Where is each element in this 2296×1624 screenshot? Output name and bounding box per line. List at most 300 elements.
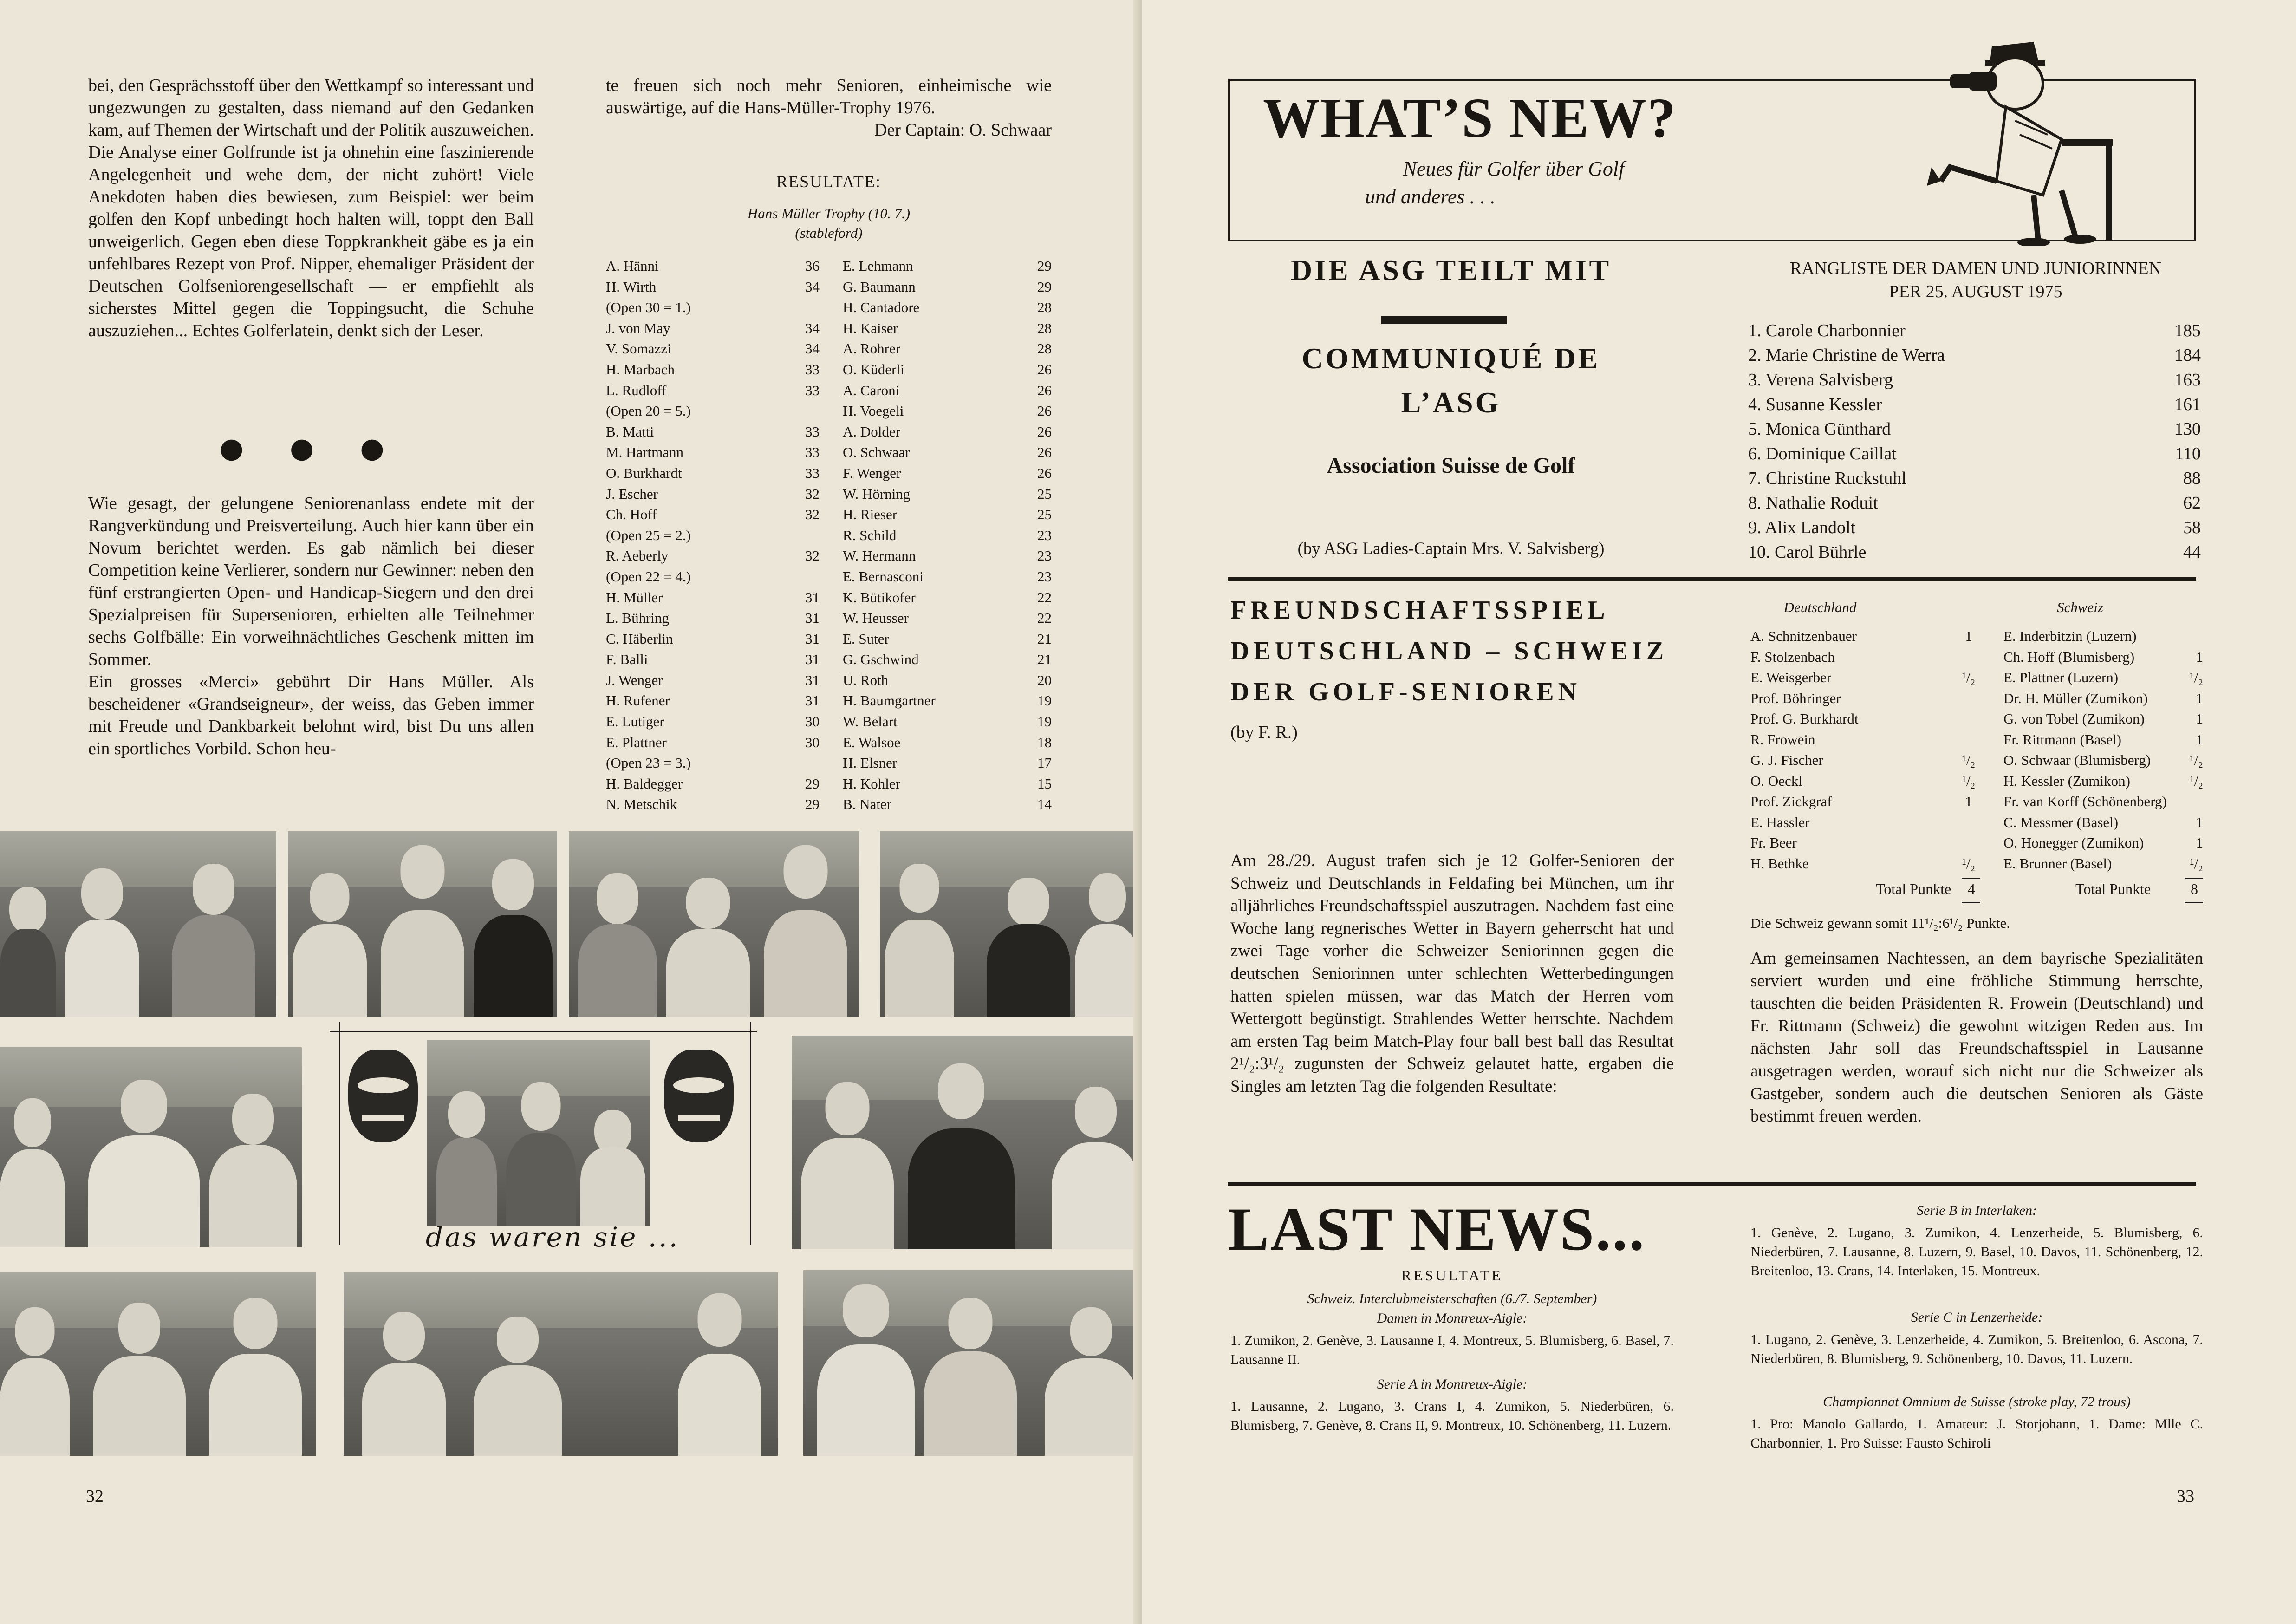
match-player-ch: Fr. Rittmann (Basel) (2003, 731, 2122, 748)
asg-title-rule (1381, 316, 1507, 324)
result-name: H. Voegeli (843, 403, 904, 419)
result-points: 29 (1037, 258, 1052, 274)
result-row (606, 401, 820, 422)
result-points: 19 (1037, 713, 1052, 730)
match-points-de: 1 (1965, 793, 1972, 809)
result-row (606, 504, 820, 525)
match-player-de: Fr. Beer (1750, 835, 1797, 851)
match-points-de: ¹/₂ (1962, 855, 1976, 872)
ranking-name: 5. Monica Günthard (1748, 419, 1891, 439)
ranking-name: 4. Susanne Kessler (1748, 395, 1882, 414)
result-name: B. Nater (843, 796, 892, 813)
match-player-de: E. Weisgerber (1750, 669, 1832, 685)
result-name: H. Wirth (606, 278, 657, 295)
result-name: H. Rufener (606, 692, 670, 709)
match-points-de (1945, 647, 1992, 668)
ranking-name: 1. Carole Charbonnier (1748, 321, 1906, 340)
ranking-name: 8. Nathalie Roduit (1748, 493, 1878, 513)
ranking-list (1748, 319, 2201, 565)
group-photo-6 (427, 1040, 650, 1226)
result-name: N. Metschik (606, 796, 677, 813)
result-points: 34 (805, 340, 820, 357)
result-name: V. Somazzi (606, 340, 671, 357)
match-points-de (1945, 709, 1992, 730)
result-points: 34 (805, 320, 820, 336)
result-row (606, 629, 820, 650)
friendship-article (1230, 850, 1674, 1098)
match-player-de: A. Schnitzenbauer (1750, 628, 1857, 644)
result-points: 33 (805, 361, 820, 378)
match-player-ch: Ch. Hoff (Blumisberg) (2003, 648, 2135, 665)
match-points-de (1945, 812, 1992, 833)
result-points: 33 (805, 444, 820, 461)
match-row (1750, 812, 2203, 833)
ranking-title-1: RANGLISTE DER DAMEN UND JUNIORINNEN (1789, 259, 2162, 278)
result-points: 31 (805, 651, 820, 668)
result-points: 23 (1037, 527, 1052, 543)
dinner-text: Am gemeinsamen Nachtessen, an dem bayrische Spezialitäten serviert wurden und eine fröhliche Stimmung herrschte, tauschten die beiden Präsidenten R. Frowein (Deutschland) und Fr. Rittmann (Schweiz) die gewohnt witzigen Reden aus. Im nächsten Jahr soll das Freundschaftsspiel in Lausanne ausgetragen werden, worauf sich nicht nur die Schweizer als Gastgeber, sondern auch die deutschen Senioren als Gäste bestimmt freuen werden. (1750, 949, 2203, 1126)
column2-intro: te freuen sich noch mehr Senioren, einheimische wie auswärtige, auf die Hans-Müller-Trophy 1976. (606, 76, 1052, 117)
article-paragraph-2: Wie gesagt, der gelungene Seniorenanlass endete mit der Rangverkündung und Preisverteilung. Auch hier kann über ein Novum berichtet werden. Es gab nämlich bei dieser Competition keine Verlierer, sondern nur Gewinner: neben den fünf erstrangierten Open- und Handicap-Siegern und den drei Spezialpreisen für Supersenioren, erhielten alle Teilnehmer sechs Golfbälle: Ein vorweihnächtliches Geschenk mitten im Sommer. (88, 494, 534, 669)
result-name: G. Gschwind (843, 651, 919, 668)
result-name: E. Suter (843, 630, 889, 647)
match-player-de: R. Frowein (1750, 731, 1815, 748)
result-name: H. Müller (606, 589, 663, 606)
match-player-de: E. Hassler (1750, 814, 1810, 830)
result-row (843, 753, 1052, 774)
result-name: B. Matti (606, 423, 654, 440)
total-row (1750, 880, 2203, 904)
match-player-ch: C. Messmer (Basel) (2003, 814, 2119, 830)
result-name: J. Wenger (606, 672, 663, 688)
result-name: M. Hartmann (606, 444, 684, 461)
match-player-ch: E. Brunner (Basel) (2003, 855, 2112, 872)
result-name: U. Roth (843, 672, 889, 688)
results-subtitle-2: (stableford) (795, 225, 863, 241)
match-player-ch: O. Schwaar (Blumisberg) (2003, 752, 2151, 768)
serie-b-heading: Serie B in Interlaken: (1916, 1203, 2037, 1218)
ranking-row (1748, 319, 2201, 343)
result-row (606, 649, 820, 670)
group-photo-2 (288, 831, 557, 1017)
damen-results: 1. Zumikon, 2. Genève, 3. Lausanne I, 4. Montreux, 5. Blumisberg, 6. Basel, 7. Lausanne II. (1230, 1333, 1674, 1367)
result-points: 26 (1037, 464, 1052, 481)
friendship-title-3: DER GOLF-SENIOREN (1230, 678, 1581, 706)
result-points: 31 (805, 610, 820, 626)
total-de: 4 (1968, 880, 1975, 897)
match-points-ch: ¹/₂ (2190, 772, 2203, 789)
page-number-right: 33 (2177, 1487, 2194, 1506)
group-photo-8 (0, 1272, 316, 1456)
result-row (843, 277, 1052, 298)
result-points: 28 (1037, 340, 1052, 357)
result-name: (Open 30 = 1.) (606, 299, 691, 316)
result-points: 14 (1037, 796, 1052, 813)
ranking-points: 44 (2183, 542, 2201, 562)
total-label-de: Total Punkte (1876, 880, 1951, 897)
result-name: K. Bütikofer (843, 589, 916, 606)
result-name: O. Schwaar (843, 444, 910, 461)
result-row (843, 546, 1052, 567)
results-heading: RESULTATE: (776, 172, 881, 191)
result-points: 26 (1037, 382, 1052, 398)
result-points (792, 753, 820, 774)
result-row (843, 380, 1052, 401)
result-name: E. Bernasconi (843, 568, 924, 585)
result-points: 22 (1037, 589, 1052, 606)
result-row (606, 463, 820, 484)
match-points-ch: 1 (2196, 835, 2203, 851)
collage-caption: das waren sie ... (425, 1221, 680, 1253)
group-photo-10 (803, 1270, 1142, 1456)
result-points: 32 (805, 485, 820, 502)
resultate-heading: RESULTATE (1401, 1267, 1503, 1284)
right-page (1142, 0, 2296, 1624)
result-row (843, 670, 1052, 691)
ranking-points: 184 (2174, 346, 2201, 365)
omnium-heading: Championnat Omnium de Suisse (stroke play, 72 trous) (1823, 1394, 2131, 1409)
result-points: 33 (805, 423, 820, 440)
result-name: J. Escher (606, 485, 658, 502)
match-result: Die Schweiz gewann somit 11¹/₂:6¹/₂ Punkte. (1750, 915, 2010, 931)
match-row (1750, 626, 2203, 647)
result-row (606, 442, 820, 463)
match-row (1750, 854, 2203, 874)
ranking-row (1748, 368, 2201, 392)
result-row (606, 691, 820, 711)
result-row (843, 401, 1052, 422)
result-name: E. Lehmann (843, 258, 913, 274)
section-rule-1 (1228, 577, 2196, 581)
match-points-ch: ¹/₂ (2190, 669, 2203, 685)
result-points: 30 (805, 713, 820, 730)
result-row (606, 711, 820, 732)
result-points: 20 (1037, 672, 1052, 688)
group-photo-7 (792, 1036, 1142, 1249)
match-row (1750, 833, 2203, 854)
result-points: 19 (1037, 692, 1052, 709)
match-player-ch: H. Kessler (Zumikon) (2003, 772, 2130, 789)
match-points-de (1945, 833, 1992, 854)
result-row (606, 277, 820, 298)
match-points-de: ¹/₂ (1962, 669, 1976, 685)
result-row (606, 794, 820, 815)
ranking-name: 3. Verena Salvisberg (1748, 370, 1893, 390)
result-row (606, 318, 820, 339)
ranking-name: 9. Alix Landolt (1748, 518, 1856, 537)
friendship-title-2: DEUTSCHLAND – SCHWEIZ (1230, 637, 1668, 665)
whats-new-subtitle-1: Neues für Golfer über Golf (1403, 157, 1625, 180)
result-points: 31 (805, 589, 820, 606)
ranking-row (1748, 466, 2201, 491)
result-name: F. Balli (606, 651, 648, 668)
match-row (1750, 709, 2203, 730)
result-row (606, 422, 820, 443)
match-row (1750, 730, 2203, 750)
result-row (843, 297, 1052, 318)
dinner-article (1750, 947, 2203, 1128)
result-points (792, 401, 820, 422)
result-name: L. Bühring (606, 610, 670, 626)
result-name: (Open 25 = 2.) (606, 527, 691, 543)
match-points-de (1945, 730, 1992, 750)
result-points: 25 (1037, 485, 1052, 502)
result-row (843, 463, 1052, 484)
ranking-row (1748, 491, 2201, 515)
result-name: F. Wenger (843, 464, 901, 481)
result-row (606, 546, 820, 567)
match-points-ch: ¹/₂ (2190, 855, 2203, 872)
interclub-heading: Schweiz. Interclubmeisterschaften (6./7. September) (1307, 1291, 1597, 1306)
binoculars-cartoon-icon (1922, 28, 2127, 246)
bullet-separator: ● ● ● (219, 432, 403, 464)
whats-new-title: WHAT’S NEW? (1263, 87, 1677, 150)
result-points (792, 297, 820, 318)
result-points: 32 (805, 506, 820, 523)
friendship-title-1: FREUNDSCHAFTSSPIEL (1230, 596, 1609, 625)
communique-line-1: COMMUNIQUÉ DE (1301, 342, 1600, 375)
result-points: 28 (1037, 299, 1052, 316)
result-name: O. Küderli (843, 361, 904, 378)
result-name: W. Hermann (843, 548, 916, 564)
match-header-germany: Deutschland (1783, 599, 1857, 615)
left-page (0, 0, 1142, 1624)
result-points: 17 (1037, 755, 1052, 771)
result-row (843, 587, 1052, 608)
match-player-de: G. J. Fischer (1750, 752, 1823, 768)
ranking-points: 88 (2183, 469, 2201, 488)
cartoon-face-right (664, 1050, 734, 1142)
result-row (843, 608, 1052, 629)
serie-b-results: 1. Genève, 2. Lugano, 3. Zumikon, 4. Lenzerheide, 5. Blumisberg, 6. Niederbüren, 7. Lausanne, 8. Luzern, 9. Basel, 10. Davos, 11. Schönenberg, 12. Breitenloo, 13. Crans, 14. Interlaken, 15. Montreux. (1750, 1225, 2203, 1278)
article-column-1-cont (88, 492, 534, 760)
result-row (843, 794, 1052, 815)
result-row (606, 256, 820, 277)
match-player-ch: Dr. H. Müller (Zumikon) (2003, 690, 2148, 706)
result-points: 30 (805, 734, 820, 750)
result-row (843, 525, 1052, 546)
match-player-de: O. Oeckl (1750, 772, 1802, 789)
match-player-de: F. Stolzenbach (1750, 648, 1835, 665)
association-name: Association Suisse de Golf (1327, 453, 1575, 478)
ranking-title-2: PER 25. AUGUST 1975 (1889, 282, 2062, 301)
results-list-right (843, 256, 1052, 815)
result-points: 26 (1037, 403, 1052, 419)
result-points: 26 (1037, 444, 1052, 461)
result-name: H. Kohler (843, 775, 900, 792)
result-row (843, 339, 1052, 359)
result-name: A. Caroni (843, 382, 900, 398)
results-list-left (606, 256, 820, 815)
result-row (843, 774, 1052, 795)
match-row (1750, 688, 2203, 709)
result-row (606, 525, 820, 546)
result-name: A. Rohrer (843, 340, 900, 357)
group-photo-9 (344, 1272, 778, 1456)
communique-line-2: L’ASG (1401, 386, 1501, 419)
result-row (843, 711, 1052, 732)
result-points (792, 525, 820, 546)
ranking-points: 58 (2183, 518, 2201, 537)
result-points: 31 (805, 692, 820, 709)
match-player-ch: E. Plattner (Luzern) (2003, 669, 2119, 685)
result-points: 23 (1037, 568, 1052, 585)
result-name: G. Baumann (843, 278, 916, 295)
result-name: J. von May (606, 320, 670, 336)
ranking-points: 62 (2183, 493, 2201, 513)
match-points-ch: 1 (2196, 711, 2203, 727)
result-row (606, 484, 820, 505)
match-points-de: 1 (1965, 628, 1972, 644)
result-name: H. Elsner (843, 755, 898, 771)
result-row (606, 359, 820, 380)
total-ch: 8 (2191, 880, 2198, 897)
result-name: E. Lutiger (606, 713, 664, 730)
result-name: E. Walsoe (843, 734, 901, 750)
match-points-ch: 1 (2196, 648, 2203, 665)
match-points-ch (2185, 626, 2203, 647)
result-points: 26 (1037, 361, 1052, 378)
result-points: 29 (1037, 278, 1052, 295)
match-header-switzerland: Schweiz (2057, 599, 2103, 615)
result-points: 21 (1037, 651, 1052, 668)
result-points: 22 (1037, 610, 1052, 626)
result-points: 21 (1037, 630, 1052, 647)
captain-signature: Der Captain: O. Schwaar (874, 120, 1052, 140)
result-row (606, 670, 820, 691)
serie-c-heading: Serie C in Lenzerheide: (1911, 1310, 2043, 1325)
result-points: 28 (1037, 320, 1052, 336)
cartoon-face-left (348, 1050, 418, 1142)
asg-title: DIE ASG TEILT MIT (1290, 254, 1612, 287)
ranking-points: 110 (2175, 444, 2201, 463)
result-row (606, 608, 820, 629)
friendship-text: Am 28./29. August trafen sich je 12 Golfer-Senioren der Schweiz und Deutschlands in Feldafing bei München, um ihr alljährliches Freundschaftsspiel auszutragen. Nachdem fast eine Woche lang regnerisches Wetter in Bayern geherrscht hat und zwei Tage vorher die Schweizer Seniorinnen gegen die deutschen Seniorinnen unter schlechten Wetterbedingungen hatten spielen müssen, war das Match der Herren vom Wettergott begünstigt. Strahlendes Wetter herrschte. Nachdem am ersten Tag beim Match-Play four ball best ball das Resultat 2¹/₂:3¹/₂ zugunsten der Schweiz gelautet hatte, ergaben die Singles am letzten Tag die folgenden Resultate: (1230, 851, 1674, 1096)
ranking-name: 6. Dominique Caillat (1748, 444, 1897, 463)
match-table (1750, 626, 2203, 874)
result-row (606, 774, 820, 795)
ranking-row (1748, 343, 2201, 368)
ranking-row (1748, 540, 2201, 565)
result-row (843, 504, 1052, 525)
friendship-byline: (by F. R.) (1230, 723, 1298, 742)
group-photo-1 (0, 831, 276, 1017)
match-row (1750, 791, 2203, 812)
result-row (606, 567, 820, 587)
result-name: H. Baldegger (606, 775, 683, 792)
match-player-ch: G. von Tobel (Zumikon) (2003, 711, 2145, 727)
result-name: (Open 23 = 3.) (606, 755, 691, 771)
article-column-1 (88, 74, 534, 342)
result-name: R. Schild (843, 527, 897, 543)
match-points-ch: 1 (2196, 690, 2203, 706)
result-name: L. Rudloff (606, 382, 667, 398)
ranking-name: 10. Carol Bührle (1748, 542, 1867, 562)
whats-new-subtitle-2: und anderes . . . (1365, 185, 1496, 208)
result-points: 18 (1037, 734, 1052, 750)
cartoon-frame (330, 1022, 761, 1263)
result-points: 31 (805, 672, 820, 688)
result-points: 23 (1037, 548, 1052, 564)
result-name: (Open 22 = 4.) (606, 568, 691, 585)
group-photo-4 (880, 831, 1142, 1017)
page-number-left: 32 (86, 1487, 104, 1506)
result-name: H. Kaiser (843, 320, 898, 336)
match-points-ch: 1 (2196, 731, 2203, 748)
result-row (843, 359, 1052, 380)
match-points-ch: 1 (2196, 814, 2203, 830)
match-row (1750, 771, 2203, 792)
match-points-de: ¹/₂ (1962, 772, 1976, 789)
result-name: E. Plattner (606, 734, 667, 750)
group-photo-5 (0, 1047, 302, 1247)
result-name: (Open 20 = 5.) (606, 403, 691, 419)
result-points: 33 (805, 382, 820, 398)
ranking-points: 163 (2174, 370, 2201, 390)
result-name: O. Burkhardt (606, 464, 682, 481)
ranking-points: 130 (2174, 419, 2201, 439)
match-player-ch: O. Honegger (Zumikon) (2003, 835, 2144, 851)
article-column-2 (606, 74, 1052, 141)
ranking-row (1748, 515, 2201, 540)
match-points-ch: ¹/₂ (2190, 752, 2203, 768)
result-row (843, 256, 1052, 277)
result-row (843, 691, 1052, 711)
result-name: W. Heusser (843, 610, 909, 626)
result-points: 31 (805, 630, 820, 647)
article-paragraph-1: bei, den Gesprächsstoff über den Wettkampf so interessant und ungezwungen zu gestalten, dass niemand auf den Gedanken kam, auf Themen der Wirtschaft und der Politik auszuweichen. Die Analyse einer Golfrunde ist ja ohnehin eine faszinierende Angelegenheit und wehe dem, der nicht zuhört! Viele Anekdoten haben dies bewiesen, zum Beispiel: wer beim golfen den Kopf unbedingt hoch halten will, toppt den Ball unweigerlich. Gegen eben diese Toppkrankheit gäbe es ja ein unfehlbares Rezept von Prof. Nipper, ehemaliger Präsident der Deutschen Golfseniorengesellschaft — er empfiehlt als sicherstes Mittel gegen die Toppingsucht, die Schuhe auszuziehen... Echtes Golferlatein, denkt sich der Leser. (88, 76, 534, 340)
serie-a-heading: Serie A in Montreux-Aigle: (1377, 1376, 1528, 1392)
match-player-de: H. Bethke (1750, 855, 1809, 872)
result-points: 25 (1037, 506, 1052, 523)
result-name: H. Rieser (843, 506, 898, 523)
result-name: W. Belart (843, 713, 898, 730)
result-name: R. Aeberly (606, 548, 669, 564)
result-name: H. Baumgartner (843, 692, 936, 709)
result-row (606, 587, 820, 608)
ranking-name: 2. Marie Christine de Werra (1748, 346, 1945, 365)
result-points: 29 (805, 796, 820, 813)
result-name: H. Cantadore (843, 299, 920, 316)
result-row (843, 442, 1052, 463)
match-player-ch: E. Inderbitzin (Luzern) (2003, 628, 2137, 644)
serie-a-results: 1. Lausanne, 2. Lugano, 3. Crans I, 4. Zumikon, 5. Niederbüren, 6. Blumisberg, 7. Genève, 8. Crans II, 9. Montreux, 10. Schönenberg, 11. Luzern. (1230, 1399, 1674, 1433)
result-points: 32 (805, 548, 820, 564)
result-row (843, 732, 1052, 753)
match-row (1750, 667, 2203, 688)
serie-c-results: 1. Lugano, 2. Genève, 3. Lenzerheide, 4. Zumikon, 5. Breitenloo, 6. Ascona, 7. Niederbüren, 8. Blumisberg, 9. Schönenberg, 10. Davos, 11. Luzern. (1750, 1332, 2203, 1366)
result-row (606, 753, 820, 774)
result-points: 26 (1037, 423, 1052, 440)
result-row (606, 339, 820, 359)
result-points: 36 (805, 258, 820, 274)
result-row (843, 318, 1052, 339)
result-row (843, 422, 1052, 443)
ranking-name: 7. Christine Ruckstuhl (1748, 469, 1906, 488)
ranking-row (1748, 442, 2201, 466)
match-points-ch (2185, 791, 2203, 812)
result-points: 33 (805, 464, 820, 481)
result-name: H. Marbach (606, 361, 675, 378)
match-player-de: Prof. Zickgraf (1750, 793, 1832, 809)
last-news-title: LAST NEWS... (1228, 1195, 1646, 1263)
result-name: A. Dolder (843, 423, 900, 440)
result-row (843, 629, 1052, 650)
damen-heading: Damen in Montreux-Aigle: (1377, 1311, 1528, 1326)
section-rule-2 (1228, 1182, 2196, 1186)
result-name: C. Häberlin (606, 630, 673, 647)
ranking-points: 185 (2174, 321, 2201, 340)
